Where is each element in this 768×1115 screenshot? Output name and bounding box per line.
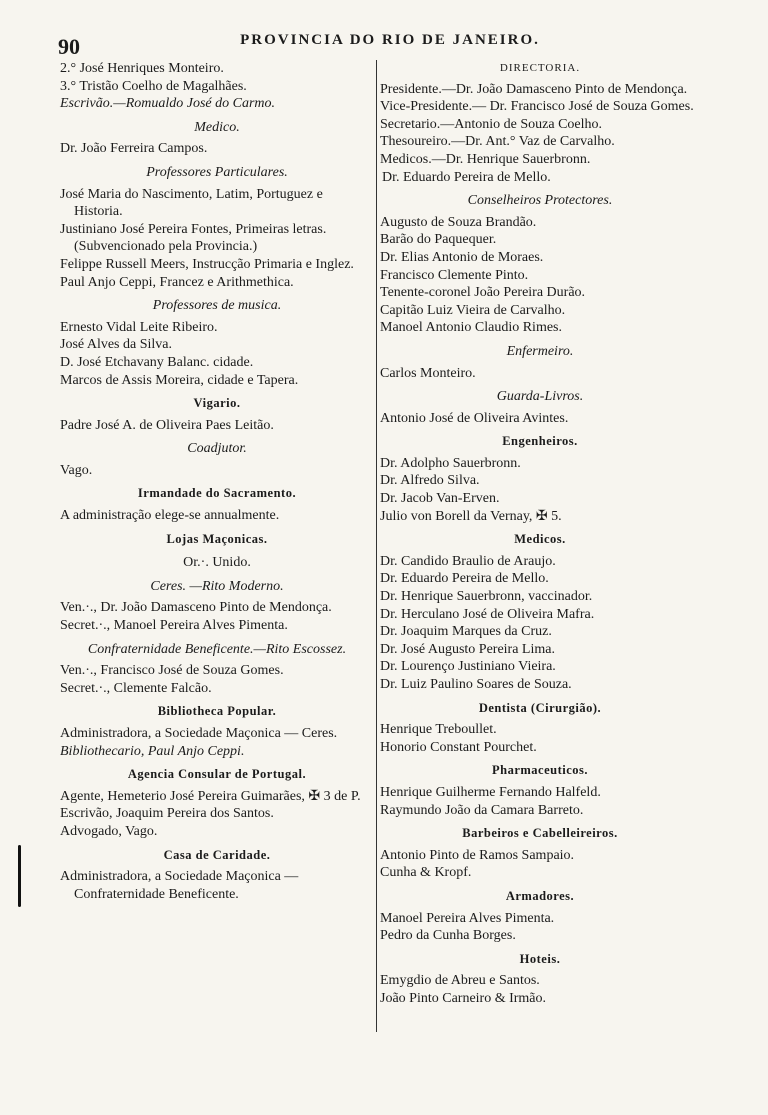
- list-item: Dr. Luiz Paulino Soares de Souza.: [380, 677, 572, 692]
- list-item: Vago.: [60, 462, 93, 478]
- list-item: Dr. Jacob Van-Erven.: [380, 491, 500, 507]
- list-item: Cunha & Kropf.: [380, 865, 472, 881]
- list-item: Dr. Adolpho Sauerbronn.: [380, 455, 521, 471]
- list-item: Honorio Constant Pourchet.: [380, 739, 537, 755]
- list-item: Antonio José de Oliveira Avintes.: [380, 410, 569, 426]
- list-item: Raymundo João da Camara Barreto.: [380, 802, 584, 818]
- section-heading-dentista: Dentista (Cirurgião).: [478, 700, 602, 715]
- list-item: Dr. Alfredo Silva.: [380, 473, 480, 489]
- section-heading-pharmaceuticos: Pharmaceuticos.: [491, 763, 589, 778]
- section-heading-barbeiros: Barbeiros e Cabelleireiros.: [462, 826, 618, 841]
- section-heading-medico: Medico.: [194, 119, 240, 135]
- list-item: Padre José A. de Oliveira Paes Leitão.: [60, 417, 274, 433]
- list-item: Marcos de Assis Moreira, cidade e Tapera.: [60, 372, 299, 388]
- list-item: Escrivão.—Romualdo José do Carmo.: [60, 96, 276, 112]
- list-item: Dr. Joaquim Marques da Cruz.: [380, 624, 552, 640]
- list-item: Capitão Luiz Vieira de Carvalho.: [380, 302, 566, 318]
- list-item: Paul Anjo Ceppi, Francez e Arithmethica.: [60, 274, 294, 290]
- section-heading-directoria: DIRECTORIA.: [499, 62, 581, 74]
- list-item: Escrivão, Joaquim Pereira dos Santos.: [60, 806, 274, 822]
- list-item: Dr. Eduardo Pereira de Mello.: [380, 571, 549, 587]
- right-column: [380, 60, 700, 1008]
- list-item: Augusto de Souza Brandão.: [380, 214, 537, 230]
- page-number: 90: [58, 34, 80, 59]
- list-item: Antonio Pinto de Ramos Sampaio.: [380, 847, 575, 863]
- list-item: Thesoureiro.—Dr. Ant.° Vaz de Carvalho.: [380, 134, 615, 150]
- section-heading-irmandade: Irmandade do Sacramento.: [137, 486, 297, 501]
- list-item: D. José Etchavany Balanc. cidade.: [60, 354, 254, 370]
- section-heading-professores-musica: Professores de musica.: [152, 298, 282, 314]
- list-item: Francisco Clemente Pinto.: [380, 267, 529, 283]
- list-item: Presidente.—Dr. João Damasceno Pinto de Mendonça.: [380, 81, 688, 97]
- list-item: Dr. Lourenço Justiniano Vieira.: [380, 659, 556, 675]
- list-item: Secret.·., Manoel Pereira Alves Pimenta.: [60, 618, 288, 634]
- section-heading-lojas-maconicas: Lojas Maçonicas.: [166, 531, 268, 546]
- section-heading-casa-caridade: Casa de Caridade.: [163, 847, 271, 862]
- section-heading-enfermeiro: Enfermeiro.: [506, 343, 574, 359]
- list-item: Ven.·., Dr. João Damasceno Pinto de Mendonça.: [60, 600, 332, 616]
- list-item: Manoel Antonio Claudio Rimes.: [380, 320, 562, 336]
- section-heading-medicos: Medicos.: [514, 532, 566, 547]
- section-heading-engenheiros: Engenheiros.: [502, 434, 578, 449]
- list-item: Dr. João Ferreira Campos.: [60, 141, 208, 157]
- list-item: Barão do Paquequer.: [380, 232, 497, 248]
- list-item: Dr. Henrique Sauerbronn, vaccinador.: [380, 589, 593, 605]
- list-item: Vice-Presidente.— Dr. Francisco José de Souza Gomes.: [380, 99, 694, 115]
- list-item: 3.° Tristão Coelho de Magalhães.: [60, 78, 247, 94]
- section-heading-vigario: Vigario.: [193, 396, 241, 411]
- list-item: Carlos Monteiro.: [380, 365, 476, 381]
- list-item: Henrique Treboullet.: [380, 722, 497, 738]
- section-heading-agencia-consular: Agencia Consular de Portugal.: [127, 767, 307, 782]
- left-column: [60, 60, 374, 903]
- list-item: Dr. Elias Antonio de Moraes.: [380, 249, 544, 265]
- list-item: Tenente-coronel João Pereira Durão.: [380, 285, 586, 301]
- list-item: Ernesto Vidal Leite Ribeiro.: [60, 319, 218, 335]
- section-heading-bibliotheca: Bibliotheca Popular.: [157, 704, 277, 719]
- list-item: A administração elege-se annualmente.: [60, 508, 280, 524]
- list-item: Secretario.—Antonio de Souza Coelho.: [380, 116, 603, 132]
- list-item: Julio von Borell da Vernay, ✠ 5.: [380, 508, 562, 524]
- list-item: Advogado, Vago.: [60, 823, 158, 839]
- list-item: 2.° José Henriques Monteiro.: [60, 61, 224, 76]
- section-heading-coadjutor: Coadjutor.: [187, 441, 247, 457]
- section-heading-armadores: Armadores.: [505, 888, 575, 903]
- margin-mark: [18, 845, 21, 907]
- list-item: José Alves da Silva.: [60, 337, 172, 353]
- lojas-subtitle: Or.·. Unido.: [183, 555, 251, 571]
- running-title: PROVINCIA DO RIO DE JANEIRO.: [240, 32, 540, 48]
- list-item: Henrique Guilherme Fernando Halfeld.: [380, 784, 601, 800]
- list-item: Agente, Hemeterio José Pereira Guimarães, ✠ 3 de P.: [60, 788, 361, 804]
- section-heading-conselheiros: Conselheiros Protectores.: [467, 193, 613, 209]
- list-item: João Pinto Carneiro & Irmão.: [380, 990, 547, 1006]
- list-item: Administradora, a Sociedade Maçonica — Ceres.: [60, 726, 338, 741]
- list-item: Dr. Herculano José de Oliveira Mafra.: [380, 606, 595, 622]
- list-item: Emygdio de Abreu e Santos.: [380, 973, 540, 989]
- list-item: Dr. José Augusto Pereira Lima.: [380, 641, 555, 657]
- list-item: Administradora, a Sociedade Maçonica — Confraternidade Beneficente.: [60, 869, 299, 902]
- list-item: Secret.·., Clemente Falcão.: [60, 680, 212, 696]
- list-item: Pedro da Cunha Borges.: [380, 928, 516, 944]
- section-heading-hoteis: Hoteis.: [519, 951, 561, 966]
- list-item: Dr. Eduardo Pereira de Mello.: [382, 169, 551, 185]
- column-divider: [376, 60, 377, 1032]
- section-heading-professores-particulares: Professores Particulares.: [146, 164, 288, 180]
- section-heading-confraternidade: Confraternidade Beneficente.—Rito Escossez.: [87, 641, 347, 657]
- list-item: Justiniano José Pereira Fontes, Primeiras letras. (Subvencionado pela Provincia.): [60, 221, 327, 255]
- list-item: Ven.·., Francisco José de Souza Gomes.: [60, 663, 284, 679]
- list-item: Dr. Candido Braulio de Araujo.: [380, 553, 556, 569]
- section-heading-ceres: Ceres. —Rito Moderno.: [150, 578, 284, 594]
- list-item: Bibliothecario, Paul Anjo Ceppi.: [60, 743, 245, 759]
- list-item: Felippe Russell Meers, Instrucção Primaria e Inglez.: [60, 256, 354, 272]
- list-item: Medicos.—Dr. Henrique Sauerbronn.: [380, 151, 591, 167]
- list-item: José Maria do Nascimento, Latim, Portuguez e Historia.: [60, 186, 323, 220]
- section-heading-guarda-livros: Guarda-Livros.: [496, 389, 584, 405]
- list-item: Manoel Pereira Alves Pimenta.: [380, 910, 555, 926]
